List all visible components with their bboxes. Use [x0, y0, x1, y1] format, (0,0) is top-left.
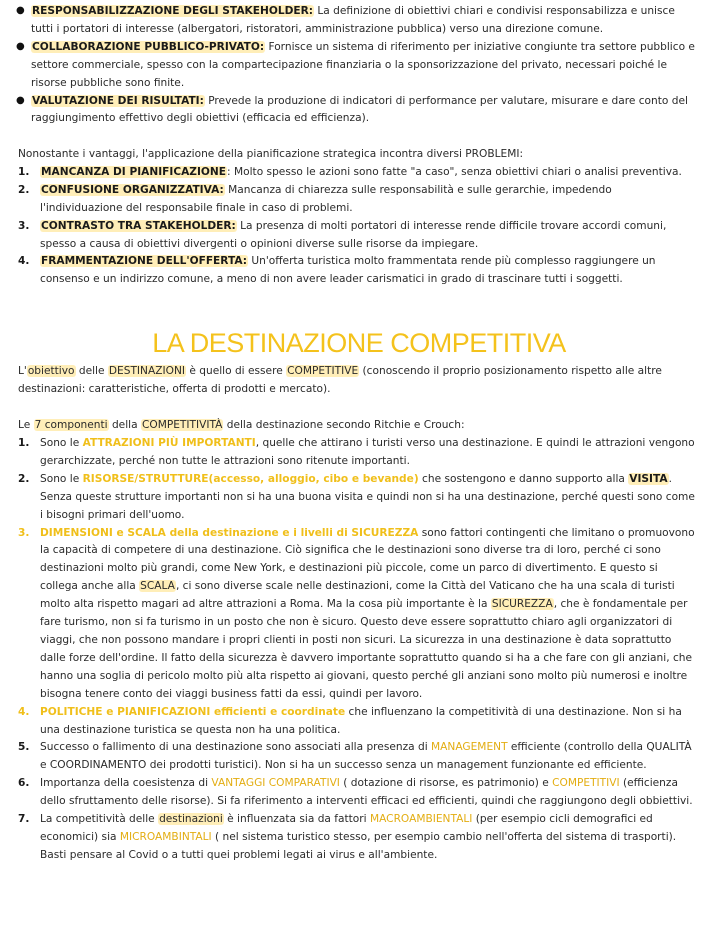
yellow-keyword: COMPETITIVI	[552, 777, 620, 790]
list-item	[18, 182, 696, 218]
text: Le	[18, 419, 34, 431]
yellow-keyword: MICROAMBINTALI	[119, 830, 212, 843]
item-text: La definizione di obiettivi chiari e condivisi responsabilizza e unisce tutti i portatori di interesse (albergatori, ristoratori, amministrazione pubblica) verso una direzione comune.	[31, 5, 675, 35]
list-item	[18, 218, 696, 254]
text: ( nel sistema turistico stesso, per esempio cambio nell'offerta del sistema di trasporti). Basti pensare al Covid o a tutti quei problemi legati ai virus e all'ambiente.	[40, 830, 677, 861]
section-title: LA DESTINAZIONE COMPETITIVA	[152, 328, 566, 358]
item-number: 4.	[18, 255, 30, 268]
highlight: destinazioni	[159, 813, 223, 826]
text: (efficienza dello sfruttamento delle risorse). Si fa riferimento a interventi efficaci ed efficienti, quindi che raggiungono degli obbiettivi.	[40, 777, 693, 808]
text: delle	[75, 365, 108, 377]
item-text: La presenza di molti portatori di interesse rende difficile trovare accordi comuni, spesso a causa di obiettivi divergenti o opinioni diverse sulle risorse da impiegare.	[40, 219, 667, 250]
list-item	[18, 739, 696, 775]
text: Sono le	[40, 437, 83, 449]
text: che influenzano la competitività di una destinazione. Non si ha una destinazione turistica se questa non ha una politica.	[40, 705, 682, 736]
list-item	[18, 811, 696, 865]
item-text: Mancanza di chiarezza sulle responsabilità e sulle gerarchie, impedendo l'individuazione del responsabile finale in caso di problemi.	[40, 183, 612, 214]
list-item	[18, 93, 696, 129]
item-heading: RESPONSABILIZZAZIONE DEGLI STAKEHOLDER:	[32, 5, 314, 17]
yellow-keyword: POLITICHE e PIANIFICAZIONI efficienti e coordinate	[40, 705, 346, 718]
problems-section	[18, 146, 696, 289]
text: Importanza della coesistenza di	[40, 777, 212, 790]
text: che sostengono e danno supporto alla	[418, 472, 629, 485]
yellow-keyword: DIMENSIONI e SCALA della destinazione e i livelli di SICUREZZA	[40, 526, 419, 539]
text: (per esempio cicli demografici ed economici) sia	[40, 813, 653, 843]
text: , quelle che attirano i turisti verso una destinazione. E quindi le attrazioni vengono gerarchizzate, perché non tutte le attrazioni sono ritenute importanti.	[40, 437, 695, 467]
list-item	[18, 435, 696, 471]
advantages-list	[18, 3, 696, 128]
item-text: Prevede la produzione di indicatori di performance per valutare, misurare e dare conto del raggiungimento effettivo degli obiettivi (efficacia ed efficienza).	[31, 94, 688, 125]
text: è quello di essere	[186, 365, 287, 377]
item-number: 3.	[18, 526, 30, 539]
list-item	[18, 3, 696, 39]
text: , ci sono diverse scale nelle destinazioni, come la Città del Vaticano che ha una scala di turisti molto alta rispetto magari ad altre attrazioni a Roma. Ma la cosa più importante è la	[40, 580, 675, 611]
item-heading: FRAMMENTAZIONE DELL'OFFERTA:	[41, 255, 248, 268]
highlight: SICUREZZA	[491, 598, 553, 611]
item-text: : Molto spesso le azioni sono fatte "a caso", senza obiettivi chiari o analisi preventiva.	[227, 165, 682, 178]
yellow-keyword: ATTRAZIONI PIÙ IMPORTANTI	[82, 437, 256, 449]
item-number: 5.	[18, 741, 30, 754]
list-item	[18, 253, 696, 289]
text: La competitività delle	[40, 813, 159, 826]
yellow-keyword: MACROAMBIENTALI	[369, 813, 473, 826]
list-item	[18, 39, 696, 93]
text: L'	[18, 365, 27, 377]
text: Successo o fallimento di una destinazione sono associati alla presenza di	[40, 741, 432, 754]
highlight: COMPETITIVITÀ	[141, 419, 223, 431]
yellow-keyword: VANTAGGI COMPARATIVI	[211, 777, 340, 790]
list-item	[18, 164, 696, 182]
highlight: SCALA	[140, 580, 175, 593]
yellow-keyword: MANAGEMENT	[431, 741, 508, 754]
highlight: VISITA	[629, 472, 668, 485]
list-item	[18, 704, 696, 740]
text: Sono le	[40, 472, 83, 485]
item-heading: CONTRASTO TRA STAKEHOLDER:	[41, 219, 236, 232]
text: (conoscendo il proprio posizionamento rispetto alle altre destinazioni: caratteristiche, offerta di prodotti e mercato).	[18, 365, 662, 395]
highlight: COMPETITIVE	[287, 365, 359, 377]
text: , che è fondamentale per fare turismo, non si fa turismo in un posto che non è sicuro. Questo deve essere soprattutto chiaro agli organizzatori di viaggi, che non possono mandare i propri clienti in posti non sicuri. La sicurezza in una destinazione è data soprattutto dalle forze dell'ordine. Il fatto della sicurezza è davvero importante soprattutto quando si ha a che fare con gli anziani, che hanno una soglia di pericolo molto più alta rispetto ai giovani, questo perché gli anziani sono molto più numerosi e inoltre bisogna tenere conto dei viaggi business fatti da essi, quindi per lavoro.	[40, 598, 693, 700]
item-number: 2.	[18, 183, 30, 196]
item-number: 7.	[18, 813, 30, 826]
text: della	[108, 419, 141, 431]
text: sono fattori contingenti che limitano o promuovono la capacità di competere di una destinazione. Ciò significa che le destinazioni sono diverse tra di loro, perché ci sono destinazioni molto più grandi, come New York, e destinazioni più piccole, come un parco di divertimento. E questo si collega anche alla	[40, 526, 695, 593]
highlight: obiettivo	[27, 365, 75, 377]
item-number: 2.	[18, 472, 30, 485]
item-heading: VALUTAZIONE DEI RISULTATI:	[32, 94, 204, 107]
yellow-keyword: RISORSE/STRUTTURE(accesso, alloggio, cibo e bevande)	[82, 472, 419, 485]
list-item	[18, 471, 696, 525]
item-number: 6.	[18, 777, 30, 790]
item-text: Fornisce un sistema di riferimento per iniziative congiunte tra settore pubblico e settore commerciale, spesso con la compartecipazione finanziaria o la sponsorizzazione del privato, necessari poiché le risorse pubbliche sono finite.	[31, 40, 695, 89]
list-item	[18, 525, 696, 704]
item-heading: CONFUSIONE ORGANIZZATIVA:	[41, 183, 224, 196]
list-item	[18, 775, 696, 811]
intro-paragraph	[18, 363, 696, 399]
components-intro	[18, 417, 696, 435]
highlight: DESTINAZIONI	[108, 365, 186, 377]
text: è influenzata sia da fattori	[223, 813, 370, 826]
highlight: 7 componenti	[34, 419, 108, 431]
text: della destinazione secondo Ritchie e Crouch:	[223, 419, 465, 431]
item-heading: COLLABORAZIONE PUBBLICO-PRIVATO:	[32, 40, 265, 53]
item-number: 1.	[18, 165, 30, 178]
item-heading: MANCANZA DI PIANIFICAZIONE	[41, 165, 227, 178]
components-list	[18, 435, 696, 865]
item-number: 1.	[18, 437, 30, 449]
text: . Senza queste strutture importanti non si ha una buona visita e quindi non si ha una destinazione, perché questi sono come i bisogni primari dell'uomo.	[40, 472, 695, 521]
item-number: 3.	[18, 219, 30, 232]
text: ( dotazione di risorse, es patrimonio) e	[339, 777, 553, 790]
item-number: 4.	[18, 705, 30, 718]
text: efficiente (controllo della QUALITÀ e COORDINAMENTO dei prodotti turistici). Non si ha un successo senza un management funzionante ed efficiente.	[40, 741, 692, 772]
item-text: Un'offerta turistica molto frammentata rende più complesso raggiungere un consenso e un indirizzo comune, a meno di non avere leader carismatici in grado di trascinare tutti i soggetti.	[40, 255, 656, 286]
problems-intro: Nonostante i vantaggi, l'applicazione della pianificazione strategica incontra diversi PROBLEMI:	[18, 148, 524, 160]
